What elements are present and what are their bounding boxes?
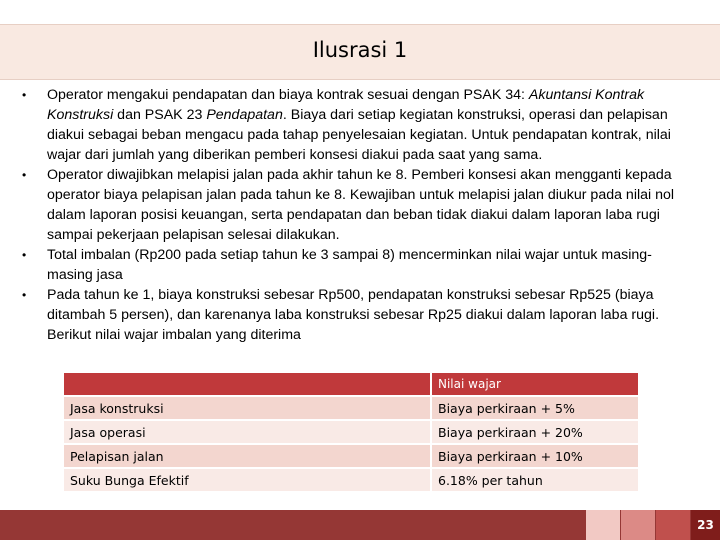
bullet-text (47, 247, 652, 283)
footer-square-light (586, 510, 620, 540)
title-bar (0, 24, 720, 80)
bullet-item (20, 85, 690, 165)
table-cell: Suku Bunga Efektif (64, 469, 430, 491)
bullet-text (47, 167, 674, 243)
table-cell: Pelapisan jalan (64, 445, 430, 467)
text-run: Total imbalan (Rp200 pada setiap tahun ke 3 sampai 8) mencerminkan nilai wajar untuk masing-masing jasa (47, 247, 652, 283)
bullet-item (20, 165, 690, 245)
top-band (0, 0, 720, 24)
bullet-dot-icon: • (22, 248, 27, 262)
italic-text: Pendapatan (206, 107, 283, 123)
table-cell: Jasa konstruksi (64, 397, 430, 419)
bullet-text (47, 87, 671, 163)
bullet-dot-icon: • (22, 168, 27, 182)
bullet-item (20, 245, 690, 285)
bullet-dot-icon: • (22, 88, 27, 102)
table-cell: Biaya perkiraan + 5% (430, 397, 638, 419)
footer-square-mid (621, 510, 655, 540)
table-header-cell (64, 373, 430, 395)
table-header-row (64, 373, 638, 395)
table-cell: Jasa operasi (64, 421, 430, 443)
bullet-dot-icon: • (22, 288, 27, 302)
table-row (64, 445, 638, 467)
table-row (64, 397, 638, 419)
bullet-list (20, 85, 690, 345)
fair-value-table (64, 371, 638, 493)
bullet-text (47, 287, 659, 343)
table-cell: Biaya perkiraan + 10% (430, 445, 638, 467)
table-row (64, 469, 638, 491)
bullet-item (20, 285, 690, 345)
text-run: Operator diwajibkan melapisi jalan pada akhir tahun ke 8. Pemberi konsesi akan mengganti kepada operator biaya pelapisan jalan pada tahun ke 8. Kewajiban untuk melapisi jalan diukur pada nilai nol dalam laporan posisi keuangan, serta pendapatan dan beban tidak diakui dalam laporan laba rugi sampai pekerjaan pelapisan selesai dilakukan. (47, 167, 675, 243)
table-cell: Biaya perkiraan + 20% (430, 421, 638, 443)
text-run: dan PSAK 23 (113, 107, 207, 123)
text-run: Operator mengakui pendapatan dan biaya kontrak sesuai dengan PSAK 34: (47, 87, 529, 103)
table-cell: 6.18% per tahun (430, 469, 638, 491)
italic-text: Akuntansi Kontrak Konstruksi (47, 87, 645, 123)
slide-title: Ilusrasi 1 (312, 38, 408, 62)
text-run: . Biaya dari setiap kegiatan konstruksi, operasi dan pelapisan diakui sebagai beban mengacu pada tahap penyelesaian kegiatan. Untuk pendapatan kontrak, nilai wajar dari jumlah yang diberikan pemberi konsesi diakui pada saat yang sama. (47, 107, 671, 163)
table-row (64, 421, 638, 443)
table-header-cell: Nilai wajar (430, 373, 638, 395)
footer-square-red (656, 510, 690, 540)
text-run: Pada tahun ke 1, biaya konstruksi sebesar Rp500, pendapatan konstruksi sebesar Rp525 (biaya ditambah 5 persen), dan karenanya laba konstruksi sebesar Rp25 diakui dalam laporan laba rugi. Berikut nilai wajar imbalan yang diterima (47, 287, 660, 343)
page-number: 23 (697, 518, 714, 532)
